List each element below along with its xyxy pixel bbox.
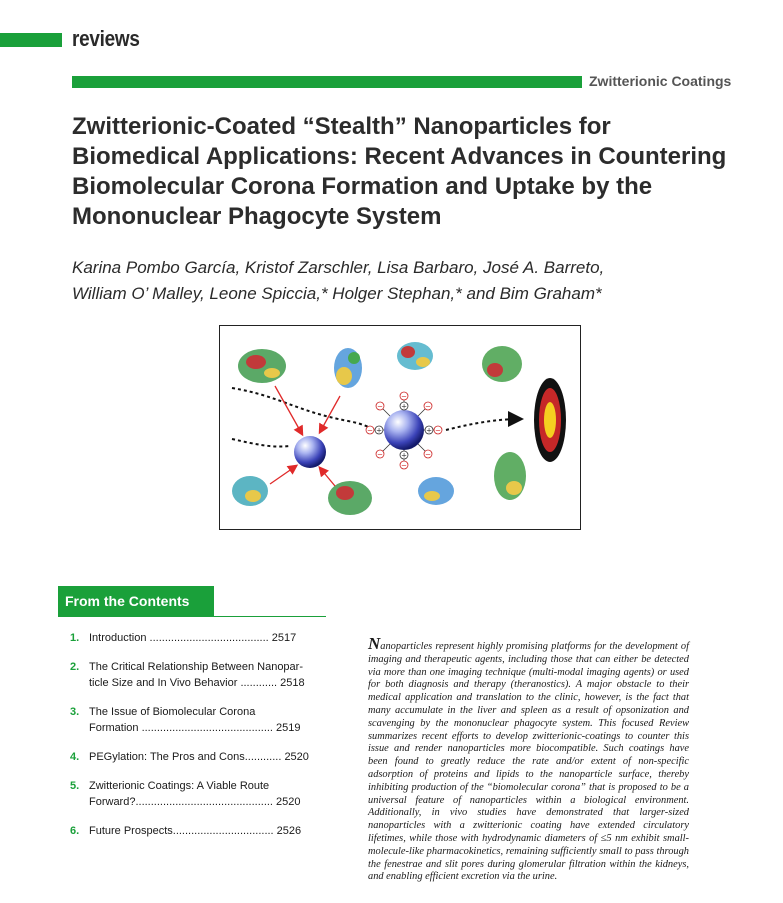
protein-icon [238,349,286,383]
svg-text:+: + [426,426,432,435]
abstract-body: anoparticles represent highly promising platforms for the development of imaging and therapeutic agents, including those that can either be detected via more than one imaging technique (multi-modal imaging agents) or used for both diagnosis and therapy (theranostics). A major obstacle to their medical application and translation to the clinic, however, is the fact that many accumulate in the liver and spleen as a result of opsonization and scavenging by the mononuclear phagocyte system. This focused Review summarizes recent efforts to develop zwitterionic-coatings to counter this issue and render nanoparticles more biocompatible. Such coatings have been found to greatly reduce the rate and/or extent of non-specific adsorption of proteins and lipids to the nanoparticle surface, thereby inhibiting production of the “biomolecular corona” that is proposed to be a universal feature of nanoparticles within a biological environment. Additionally, in vivo studies have demonstrated that larger-sized nanoparticles with a zwitterionic coating have extended circulatory lifetimes, while those with hydrodynamic diameters of ≤5 nm exhibit small-molecule-like pharmacokinetics, remaining sufficiently small to pass through the fenestrae and slit pores during glomerular filtration within the kidneys, and enabling efficient excretion via the urine. [368,641,689,883]
contents-item-text: Formation ........................................... 2519 [89,722,301,734]
svg-text:−: − [401,392,407,401]
svg-text:+: + [401,402,407,411]
trajectory-path [446,419,520,430]
trajectory-path [232,388,380,430]
svg-text:+: + [401,451,407,460]
contents-item-number: 5. [70,780,80,792]
svg-text:−: − [435,426,441,435]
contents-item-text: The Issue of Biomolecular Corona [89,706,256,718]
title-line: Mononuclear Phagocyte System [72,203,442,230]
abstract-dropcap: N [368,634,381,653]
author-list [72,255,692,307]
section-word: reviews [72,26,140,51]
contents-item-text: ticle Size and In Vivo Behavior ............ 2518 [89,677,305,689]
graphical-abstract [219,325,581,530]
contents-item-number: 6. [70,825,80,837]
svg-text:−: − [425,450,431,459]
contents-item-text: Zwitterionic Coatings: A Viable Route [89,780,270,792]
contents-item-number: 4. [70,751,80,763]
protein-icon [482,346,522,382]
section-rule [72,76,582,88]
header-accent-bar [0,33,62,47]
title-line: Biomedical Applications: Recent Advances in Countering [72,143,727,170]
adsorption-arrow [275,386,302,434]
contents-heading: From the Contents [58,586,214,616]
svg-text:−: − [425,402,431,411]
protein-icon [494,452,526,500]
adsorption-arrow [320,396,340,432]
zwitterionic-nanoparticle [366,392,442,470]
contents-item-text: PEGylation: The Pros and Cons............ 2520 [89,751,309,763]
svg-text:−: − [367,426,373,435]
adsorption-arrow [320,468,335,486]
section-label: Zwitterionic Coatings [589,73,732,89]
contents-item-number: 1. [70,632,80,644]
contents-item-number: 2. [70,661,80,673]
svg-text:+: + [376,426,382,435]
protein-icon [232,476,268,506]
nanoparticle-illustration [220,326,580,529]
author-line: Karina Pombo García, Kristof Zarschler, Lisa Barbaro, José A. Barreto, [72,258,605,277]
contents-item-number: 3. [70,706,80,718]
contents-item-text: Future Prospects................................. 2526 [89,825,302,837]
trajectory-path [232,439,290,447]
abstract-text [368,634,689,884]
contents-item-text: Introduction ....................................... 2517 [89,632,297,644]
svg-text:−: − [401,461,407,470]
adsorption-arrow [270,466,296,484]
title-line: Biomolecular Corona Formation and Uptake by the [72,173,653,200]
title-line: Zwitterionic-Coated “Stealth” Nanoparticles for [72,113,611,140]
protein-icon [397,342,433,370]
contents-item-text: Forward?............................................. 2520 [89,796,301,808]
protein-icon [334,348,362,388]
svg-text:−: − [377,402,383,411]
author-line: William O’ Malley, Leone Spiccia,* Holger Stephan,* and Bim Graham* [72,284,602,303]
svg-text:−: − [377,450,383,459]
article-title [72,112,762,232]
contents-rule [58,616,326,617]
target-icon [534,378,566,462]
protein-icon [418,477,454,505]
contents-item-text: The Critical Relationship Between Nanopar- [89,661,303,673]
bare-nanoparticle [294,436,326,468]
